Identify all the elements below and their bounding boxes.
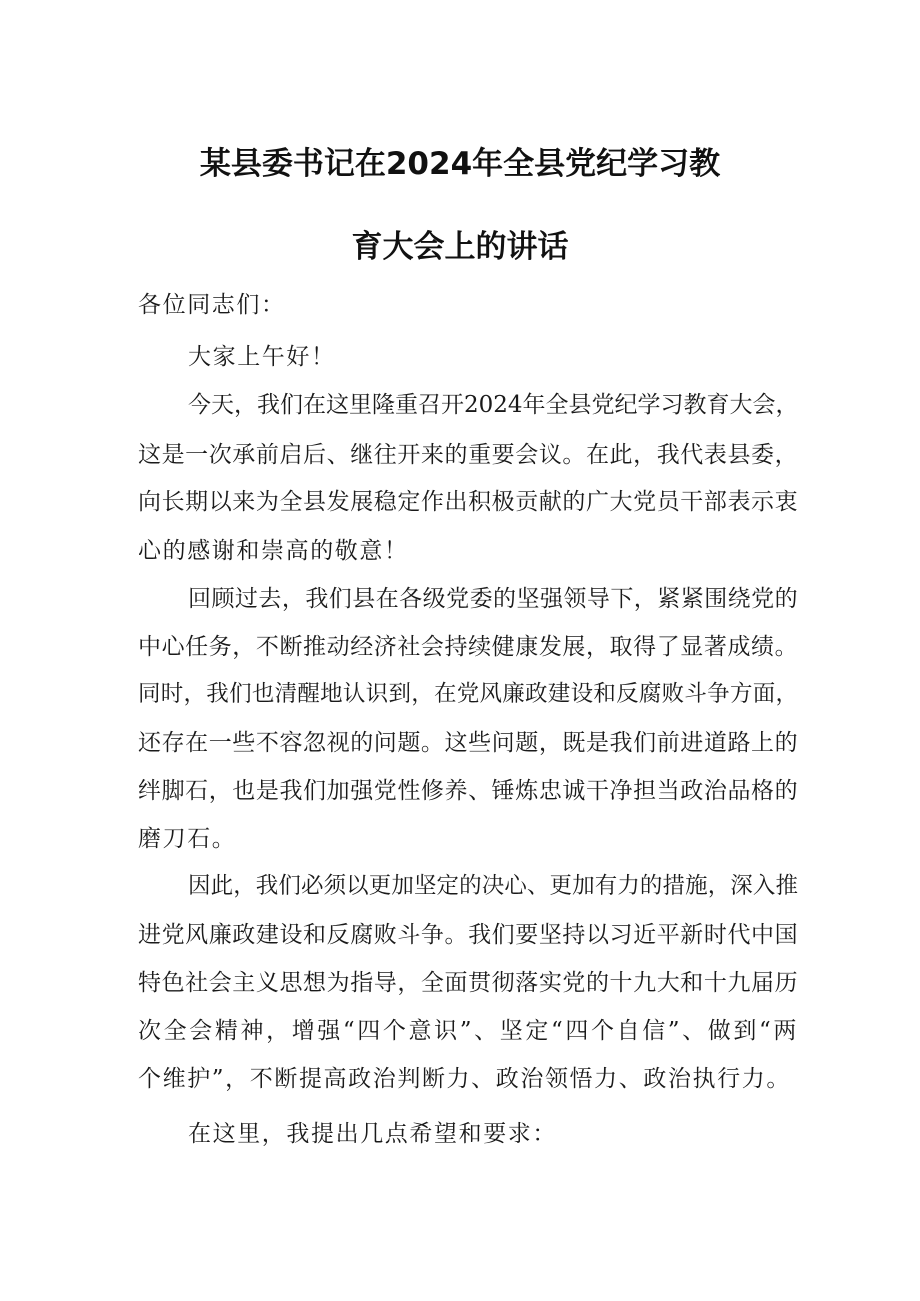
paragraph-line: 特色社会主义思想为指导，全面贯彻落实党的十九大和十九届历 — [138, 970, 798, 996]
paragraph-line: 绊脚石，也是我们加强党性修养、锤炼忠诚干净担当政治品格的 — [138, 778, 798, 804]
paragraph-line: 回顾过去，我们县在各级党委的坚强领导下，紧紧围绕党的 — [188, 586, 798, 612]
document-title-line-2: 育大会上的讲话 — [351, 229, 569, 265]
salutation: 各位同志们： — [138, 292, 286, 318]
paragraph-line: 中心任务，不断推动经济社会持续健康发展，取得了显著成绩。 — [138, 634, 798, 660]
paragraph-line: 心的感谢和崇高的敬意！ — [138, 538, 409, 564]
paragraph-line: 今天，我们在这里隆重召开2024年全县党纪学习教育大会， — [188, 392, 799, 418]
paragraph-line: 在这里，我提出几点希望和要求： — [188, 1121, 557, 1147]
document-title-line-1: 某县委书记在2024年全县党纪学习教 — [199, 146, 721, 182]
paragraph-line: 进党风廉政建设和反腐败斗争。我们要坚持以习近平新时代中国 — [138, 922, 798, 948]
paragraph-line: 次全会精神，增强“四个意识”、坚定“四个自信”、做到“两 — [138, 1018, 798, 1044]
paragraph-line: 磨刀石。 — [138, 826, 237, 852]
paragraph-line: 还存在一些不容忽视的问题。这些问题，既是我们前进道路上的 — [138, 730, 798, 756]
greeting: 大家上午好！ — [188, 344, 336, 370]
paragraph-line: 这是一次承前启后、继往开来的重要会议。在此，我代表县委， — [138, 442, 798, 468]
paragraph-line: 因此，我们必须以更加坚定的决心、更加有力的措施，深入推 — [188, 873, 798, 899]
paragraph-line: 个维护”，不断提高政治判断力、政治领悟力、政治执行力。 — [138, 1066, 791, 1092]
paragraph-line: 同时，我们也清醒地认识到，在党风廉政建设和反腐败斗争方面， — [138, 681, 798, 707]
paragraph-line: 向长期以来为全县发展稳定作出积极贡献的广大党员干部表示衷 — [138, 489, 798, 515]
